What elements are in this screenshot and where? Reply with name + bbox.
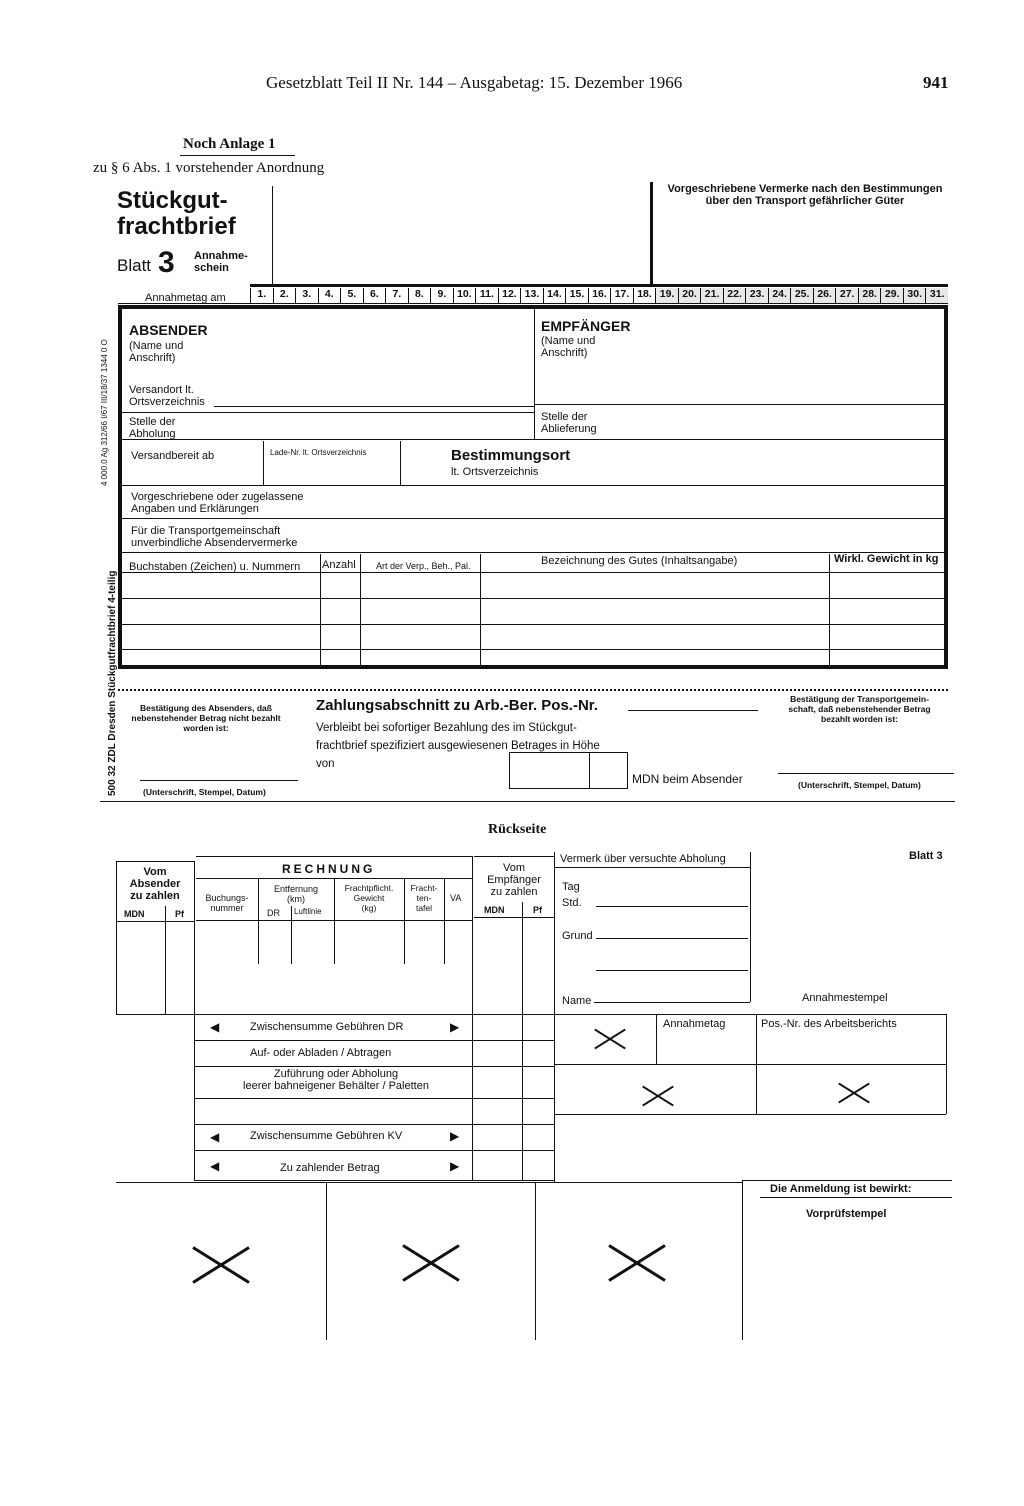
form-title-line1: Stückgut- xyxy=(117,187,228,214)
auf-abladen: Auf- oder Abladen / Abtragen xyxy=(250,1047,392,1059)
gefahrgut-line1: Vorgeschriebene Vermerke nach den Bestimmungen xyxy=(667,183,943,195)
mdn-left: MDN xyxy=(124,909,145,919)
page-header: Gesetzblatt Teil II Nr. 144 – Ausgabetag: 15. Dezember 1966 xyxy=(266,73,683,92)
entfernung-line1: Entfernung xyxy=(273,884,319,894)
bestaetigung-absender-line3: worden ist: xyxy=(183,723,229,733)
bestimmungsort-sub: lt. Ortsverzeichnis xyxy=(451,466,539,478)
vom-absender-line3: zu zahlen xyxy=(130,890,180,902)
bestaetigung-absender-line2: nebenstehender Betrag nicht bezahlt xyxy=(131,713,281,723)
back-blatt-label: Blatt 3 xyxy=(909,850,943,862)
va-label: VA xyxy=(450,893,462,903)
vom-absender-label xyxy=(116,866,194,902)
vom-empfaenger-line1: Vom xyxy=(502,862,525,874)
rechnung-label: RECHNUNG xyxy=(282,862,376,876)
day-cell[interactable]: 4. xyxy=(318,288,341,304)
versandort-line2: Ortsverzeichnis xyxy=(129,396,205,408)
vom-empfaenger-label xyxy=(474,862,554,898)
empfaenger-sub xyxy=(541,335,595,359)
side-print-upper: 4 000.0 Ag 312/66 I/67 III/18/37 1344 0 O xyxy=(100,339,109,486)
col-bezeichnung: Bezeichnung des Gutes (Inhaltsangabe) xyxy=(541,555,738,567)
gefahrgut-note xyxy=(660,183,950,207)
buchungsnummer-label xyxy=(196,893,258,913)
day-cell[interactable]: 27. xyxy=(835,288,858,304)
absender-sub1: (Name und xyxy=(129,340,184,352)
empfaenger-label: EMPFÄNGER xyxy=(541,318,631,334)
blatt-number: 3 xyxy=(158,246,175,279)
day-cell[interactable]: 25. xyxy=(790,288,813,304)
versandort-label xyxy=(129,384,205,408)
arrow-right-icon: ▶ xyxy=(450,1129,460,1143)
day-cell[interactable]: 2. xyxy=(273,288,296,304)
day-cell[interactable]: 28. xyxy=(858,288,881,304)
day-cell[interactable]: 10. xyxy=(453,288,476,304)
frachtpflicht-line2: Gewicht xyxy=(353,893,385,903)
mdn-right: MDN xyxy=(484,905,505,915)
tag-label: Tag xyxy=(562,881,580,893)
anmeldung-label: Die Anmeldung ist bewirkt: xyxy=(770,1183,912,1195)
day-cell[interactable]: 12. xyxy=(498,288,521,304)
form-title-line2: frachtbrief xyxy=(117,213,236,240)
lade-nr-label: Lade-Nr. lt. Ortsverzeichnis xyxy=(270,448,367,457)
zu-zahlender-betrag: Zu zahlender Betrag xyxy=(280,1162,380,1174)
day-cell[interactable]: 8. xyxy=(408,288,431,304)
stelle-abholung-label xyxy=(129,416,176,440)
arrow-right-icon: ▶ xyxy=(450,1159,460,1173)
luftlinie-col: Luftlinie xyxy=(294,907,322,916)
transportgemeinschaft-line2: unverbindliche Absendervermerke xyxy=(131,537,298,549)
rueckseite-title: Rückseite xyxy=(488,822,547,837)
day-cell[interactable]: 17. xyxy=(610,288,633,304)
zufuehrung-line2: leerer bahneigener Behälter / Paletten xyxy=(243,1080,429,1092)
buchungsnummer-line1: Buchungs- xyxy=(205,893,249,903)
vorgeschriebene-angaben-line1: Vorgeschriebene oder zugelassene xyxy=(131,491,304,503)
col-buchstaben: Buchstaben (Zeichen) u. Nummern xyxy=(129,561,301,573)
std-label: Std. xyxy=(562,897,582,909)
day-cell[interactable]: 1. xyxy=(250,288,273,304)
vom-empfaenger-line3: zu zahlen xyxy=(490,886,538,898)
day-cell[interactable]: 31. xyxy=(925,288,948,304)
bestaetigung-absender xyxy=(118,703,294,733)
verbleibt-line1: Verbleibt bei sofortiger Bezahlung des im Stückgut- xyxy=(316,722,577,734)
absender-sub xyxy=(129,340,183,364)
arrow-left-icon: ◀ xyxy=(210,1020,220,1034)
day-cell[interactable]: 18. xyxy=(633,288,656,304)
day-cell[interactable]: 30. xyxy=(903,288,926,304)
transportgemeinschaft-line1: Für die Transportgemeinschaft xyxy=(131,525,281,537)
name-label: Name xyxy=(562,995,592,1007)
transportgemeinschaft-label xyxy=(131,525,297,549)
verbleibt-line2: frachtbrief spezifiziert ausgewiesenen Betrages in Höhe xyxy=(316,740,600,752)
arrow-left-icon: ◀ xyxy=(210,1159,220,1173)
zahlungsabschnitt-title: Zahlungsabschnitt zu Arb.-Ber. Pos.-Nr. xyxy=(316,697,598,714)
absender-sub2: Anschrift) xyxy=(129,352,176,364)
zufuehrung-line1: Zuführung oder Abholung xyxy=(273,1068,399,1080)
day-cell[interactable]: 15. xyxy=(565,288,588,304)
vorgeschriebene-angaben-line2: Angaben und Erklärungen xyxy=(131,503,259,515)
pos-nr-label: Pos.-Nr. des Arbeitsberichts xyxy=(761,1018,897,1030)
pf-left: Pf xyxy=(175,909,184,919)
day-cell[interactable]: 13. xyxy=(520,288,543,304)
arrow-right-icon: ▶ xyxy=(450,1020,460,1034)
col-gewicht: Wirkl. Gewicht in kg xyxy=(834,553,939,565)
frachtpflicht-label xyxy=(334,883,404,913)
day-cell[interactable]: 11. xyxy=(475,288,498,304)
form-title xyxy=(117,188,236,240)
grund-label: Grund xyxy=(562,930,593,942)
arrow-left-icon: ◀ xyxy=(210,1130,220,1144)
frachttafel-label xyxy=(404,883,444,913)
frachtpflicht-line3: (kg) xyxy=(361,903,377,913)
annex-reference: zu § 6 Abs. 1 vorstehender Anordnung xyxy=(93,160,325,176)
bestaetigung-tg xyxy=(762,694,957,724)
day-cell[interactable]: 6. xyxy=(363,288,386,304)
stelle-ablieferung-line2: Ablieferung xyxy=(541,423,597,435)
vermerk-abholung-label: Vermerk über versuchte Abholung xyxy=(560,853,726,865)
versandort-line1: Versandort lt. xyxy=(129,384,194,396)
void-cross-icon xyxy=(592,1026,628,1052)
verbleibt-line3: von xyxy=(316,758,335,770)
amount-box[interactable] xyxy=(509,752,628,789)
buchungsnummer-line2: nummer xyxy=(210,903,244,913)
gefahrgut-line2: über den Transport gefährlicher Güter xyxy=(705,195,905,207)
unterschrift-right: (Unterschrift, Stempel, Datum) xyxy=(798,780,921,790)
annahme-line2: schein xyxy=(194,262,229,274)
day-cell[interactable]: 7. xyxy=(385,288,408,304)
frachtpflicht-line1: Frachtpflicht. xyxy=(344,883,394,893)
entfernung-line2: (km) xyxy=(287,894,305,904)
empfaenger-sub2: Anschrift) xyxy=(541,347,588,359)
annahmetag-days xyxy=(250,288,948,304)
stelle-ablieferung-label xyxy=(541,411,597,435)
void-cross-icon xyxy=(398,1243,464,1283)
blatt-label: Blatt xyxy=(117,256,152,275)
absender-label: ABSENDER xyxy=(129,322,208,338)
day-cell[interactable]: 20. xyxy=(678,288,701,304)
day-cell[interactable]: 19. xyxy=(655,288,678,304)
col-art: Art der Verp., Beh., Pal. xyxy=(376,561,471,571)
day-cell[interactable]: 23. xyxy=(745,288,768,304)
frachttafel-line1: Fracht- xyxy=(410,883,438,893)
bestaetigung-tg-line2: schaft, daß nebenstehender Betrag xyxy=(788,704,931,714)
day-cell[interactable]: 29. xyxy=(880,288,903,304)
zwischensumme-kv: Zwischensumme Gebühren KV xyxy=(250,1130,403,1142)
annahme-line1: Annahme- xyxy=(194,250,248,262)
stelle-abholung-line1: Stelle der xyxy=(129,416,176,428)
dr-col: DR xyxy=(267,908,280,918)
day-cell[interactable]: 16. xyxy=(588,288,611,304)
frachttafel-line2: ten- xyxy=(416,893,432,903)
versandbereit-label: Versandbereit ab xyxy=(131,450,215,462)
day-cell[interactable]: 26. xyxy=(813,288,836,304)
vorgeschriebene-angaben-label xyxy=(131,491,303,515)
stelle-ablieferung-line1: Stelle der xyxy=(541,411,588,423)
void-cross-icon xyxy=(188,1245,254,1285)
frachttafel-line3: tafel xyxy=(415,903,433,913)
stelle-abholung-line2: Abholung xyxy=(129,428,176,440)
zufuehrung xyxy=(200,1068,472,1092)
day-cell[interactable]: 9. xyxy=(430,288,453,304)
vorpruefstempel-label: Vorprüfstempel xyxy=(806,1208,887,1220)
unterschrift-left: (Unterschrift, Stempel, Datum) xyxy=(143,787,266,797)
annahmetag-label: Annahmetag am xyxy=(145,292,226,304)
vom-absender-line2: Absender xyxy=(129,878,181,890)
bestaetigung-tg-line1: Bestätigung der Transportgemein- xyxy=(790,694,929,704)
day-cell[interactable]: 14. xyxy=(543,288,566,304)
annahmetag-back-label: Annahmetag xyxy=(663,1018,726,1030)
zwischensumme-dr: Zwischensumme Gebühren DR xyxy=(250,1021,404,1033)
mdn-beim-absender: MDN beim Absender xyxy=(632,772,743,786)
front-form-frame xyxy=(118,305,948,669)
annex-label: Noch Anlage 1 xyxy=(183,136,276,152)
day-cell[interactable]: 5. xyxy=(340,288,363,304)
bestaetigung-absender-line1: Bestätigung des Absenders, daß xyxy=(140,703,272,713)
void-cross-icon xyxy=(640,1084,676,1108)
side-print-lower: 500 32 ZDL Dresden Stückgutfrachtbrief 4-teilig xyxy=(107,570,118,796)
day-cell[interactable]: 3. xyxy=(295,288,318,304)
vom-absender-line1: Vom xyxy=(143,866,167,878)
page-number: 941 xyxy=(923,73,949,92)
annahmeschein-label xyxy=(194,250,248,274)
pf-right: Pf xyxy=(533,905,542,915)
bestaetigung-tg-line3: bezahlt worden ist: xyxy=(821,714,898,724)
void-cross-icon xyxy=(604,1243,670,1283)
col-anzahl: Anzahl xyxy=(322,559,356,571)
day-cell[interactable]: 24. xyxy=(768,288,791,304)
entfernung-label xyxy=(258,884,334,904)
day-cell[interactable]: 21. xyxy=(700,288,723,304)
void-cross-icon xyxy=(836,1080,872,1106)
bestimmungsort-label: Bestimmungsort xyxy=(451,447,571,464)
empfaenger-sub1: (Name und xyxy=(541,335,596,347)
vom-empfaenger-line2: Empfänger xyxy=(487,874,541,886)
day-cell[interactable]: 22. xyxy=(723,288,746,304)
annahmestempel-label: Annahmestempel xyxy=(802,992,888,1004)
